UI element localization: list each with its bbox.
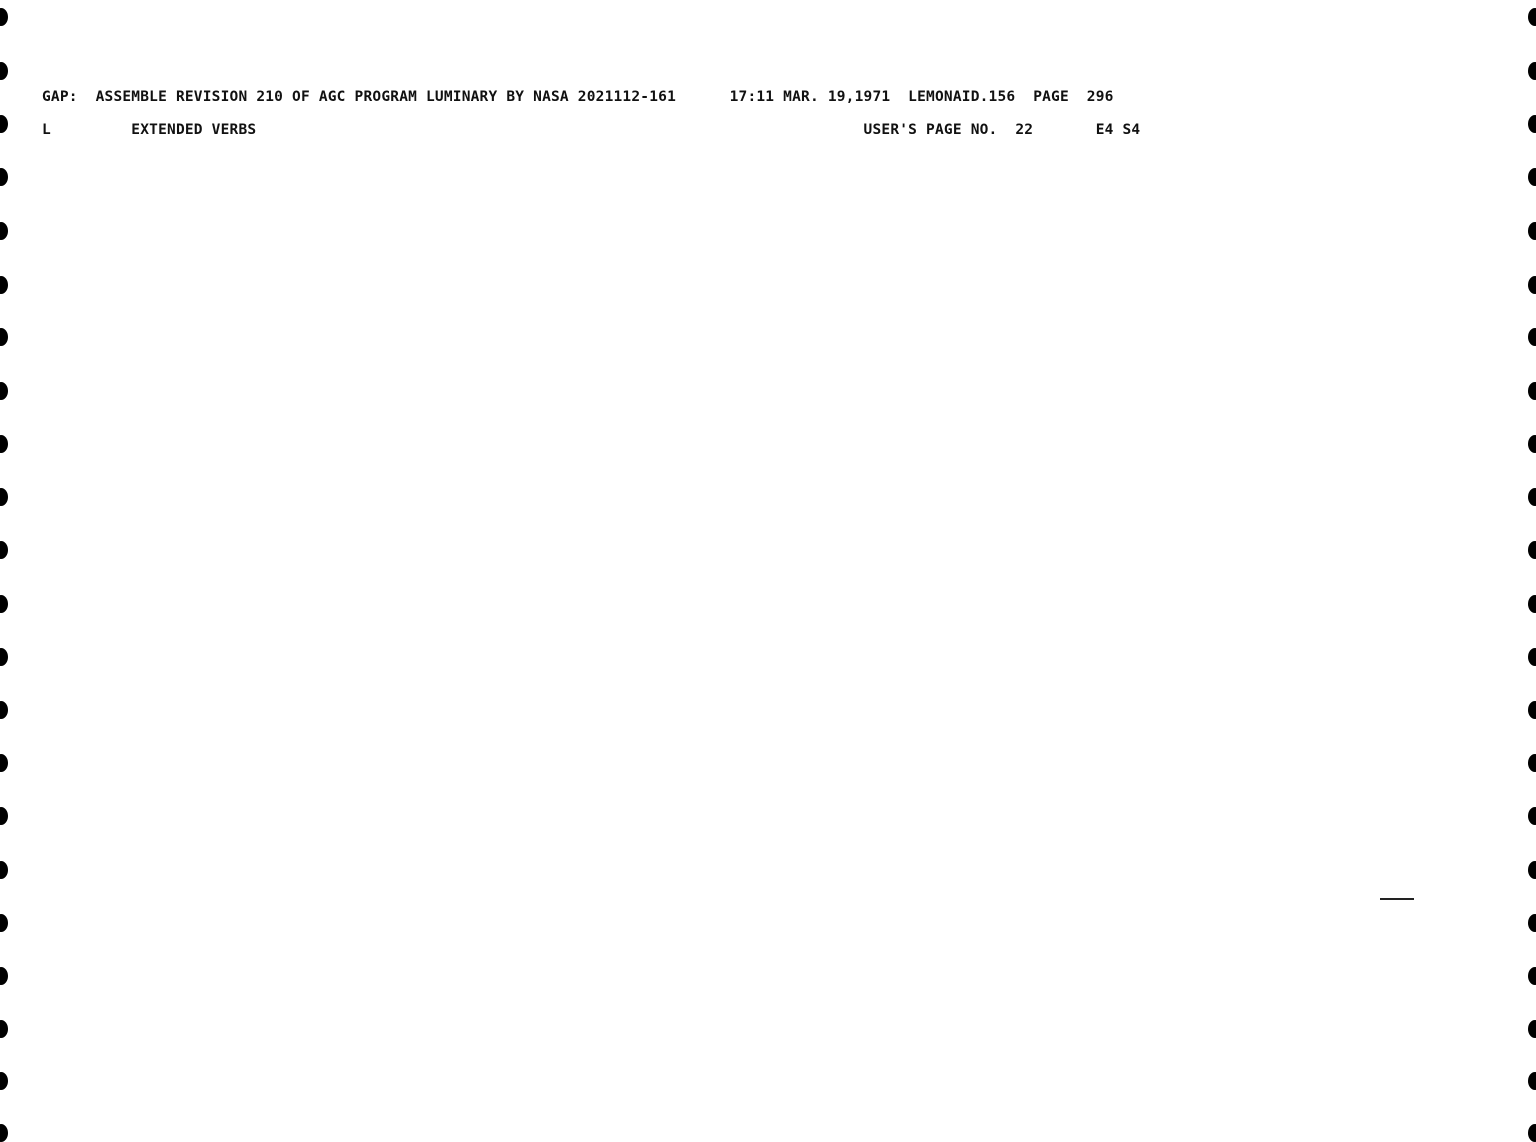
feed-hole-left <box>0 541 8 559</box>
feed-hole-right <box>1528 328 1536 346</box>
feed-hole-right <box>1528 701 1536 719</box>
feed-hole-right <box>1528 807 1536 825</box>
feed-hole-right <box>1528 914 1536 932</box>
feed-hole-right <box>1528 967 1536 985</box>
feed-hole-left <box>0 701 8 719</box>
feed-hole-left <box>0 382 8 400</box>
feed-hole-left <box>0 1020 8 1038</box>
header-section-line: L EXTENDED VERBS USER'S PAGE NO. 22 E4 S4 <box>42 122 1141 138</box>
feed-hole-right <box>1528 62 1536 80</box>
feed-hole-right <box>1528 754 1536 772</box>
feed-hole-right <box>1528 648 1536 666</box>
feed-hole-left <box>0 222 8 240</box>
header-title-line: GAP: ASSEMBLE REVISION 210 OF AGC PROGRAM LUMINARY BY NASA 2021112-161 17:11 MAR. 19,1971 LEMONAID.156 PAGE 296 <box>42 89 1114 105</box>
feed-hole-left <box>0 328 8 346</box>
feed-hole-right <box>1528 488 1536 506</box>
stray-mark <box>1380 898 1414 900</box>
feed-hole-left <box>0 435 8 453</box>
feed-hole-left <box>0 1124 8 1142</box>
feed-hole-right <box>1528 595 1536 613</box>
feed-hole-left <box>0 276 8 294</box>
feed-hole-right <box>1528 1124 1536 1142</box>
feed-hole-right <box>1528 8 1536 26</box>
feed-hole-left <box>0 62 8 80</box>
feed-hole-right <box>1528 435 1536 453</box>
feed-hole-left <box>0 595 8 613</box>
feed-hole-left <box>0 967 8 985</box>
feed-hole-right <box>1528 115 1536 133</box>
feed-hole-left <box>0 8 8 26</box>
feed-hole-left <box>0 1072 8 1090</box>
feed-hole-left <box>0 861 8 879</box>
feed-hole-right <box>1528 861 1536 879</box>
feed-hole-right <box>1528 541 1536 559</box>
feed-hole-right <box>1528 276 1536 294</box>
feed-hole-left <box>0 914 8 932</box>
feed-hole-right <box>1528 1020 1536 1038</box>
feed-hole-left <box>0 807 8 825</box>
feed-hole-left <box>0 488 8 506</box>
feed-hole-left <box>0 754 8 772</box>
feed-hole-left <box>0 168 8 186</box>
feed-hole-right <box>1528 382 1536 400</box>
feed-hole-right <box>1528 168 1536 186</box>
feed-hole-right <box>1528 222 1536 240</box>
feed-hole-left <box>0 648 8 666</box>
feed-hole-right <box>1528 1072 1536 1090</box>
feed-hole-left <box>0 115 8 133</box>
